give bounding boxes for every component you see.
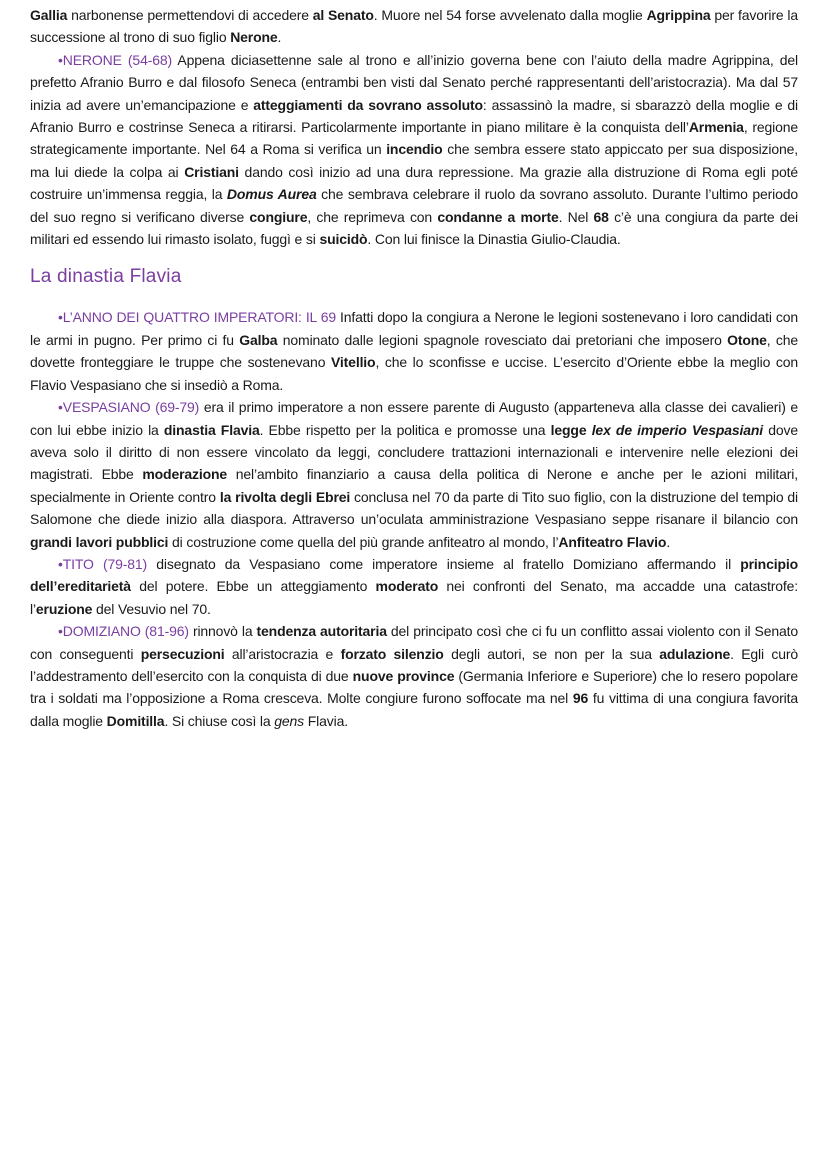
intro-paragraph — [30, 4, 798, 49]
emphasis-text: legge — [550, 421, 587, 438]
emphasis-text: Gallia — [30, 7, 68, 23]
emphasis-text: Nerone — [230, 29, 278, 46]
emphasis-text: persecuzioni — [140, 645, 225, 662]
emphasis-text: Vitellio — [331, 354, 376, 371]
emphasis-text: al Senato — [312, 7, 374, 23]
emphasis-text: Anfiteatro Flavio — [558, 533, 667, 550]
emphasis-text: la rivolta degli Ebrei — [219, 488, 351, 505]
bullet-icon: • — [58, 309, 63, 326]
emphasis-text: adulazione — [659, 645, 731, 662]
text-run: dando così inizio ad una dura repressione. Ma grazie alla distruzione di Roma egli poté costruire un’immensa reggia, la — [30, 163, 798, 203]
text-run: che sembra essere stato appiccato per sua disposizione, ma lui diede la colpa ai — [30, 141, 798, 180]
emphasis-text: Cristiani — [184, 163, 239, 180]
emphasis-text: incendio — [386, 141, 443, 158]
emphasis-text: condanne a morte — [437, 208, 559, 225]
text-run: , che reprimeva con — [307, 208, 438, 225]
text-run: per favorire la successione al trono di suo figlio — [30, 7, 798, 46]
text-run: , regione strategicamente importante. Nel 64 a Roma si verifica un — [30, 119, 799, 158]
emphasis-text: 96 — [572, 690, 589, 707]
text-run: . Muore nel 54 forse avvelenato dalla moglie — [373, 7, 647, 23]
vespasiano-paragraph — [30, 396, 798, 553]
emphasis-text: Galba — [239, 331, 278, 348]
bullet-icon: • — [58, 51, 63, 68]
domiziano-paragraph — [30, 620, 798, 732]
text-run: Infatti dopo la congiura a Nerone le legioni sostenevano i loro candidati con le armi in pugno. Per primo ci fu — [30, 309, 798, 348]
text-run: . Si chiuse così la — [164, 712, 275, 729]
text-run: . — [277, 29, 282, 46]
tito-paragraph — [30, 553, 798, 620]
vespasiano-text — [30, 399, 798, 549]
text-run: . Con lui finisce la Dinastia Giulio-Claudia. — [367, 231, 621, 248]
nerone-text — [30, 52, 798, 247]
quattro-imperatori-label: L’ANNO DEI QUATTRO IMPERATORI: IL 69 — [62, 309, 336, 326]
text-run: . Ebbe rispetto per la politica e promosse una — [259, 421, 551, 438]
section-title-dinastia-flavia: La dinastia Flavia — [30, 266, 182, 288]
emphasis-text: Agrippina — [646, 7, 711, 23]
text-run: all’aristocrazia e — [224, 645, 341, 662]
emphasis-text: Domus Aurea — [226, 186, 317, 203]
text-run: narbonense permettendovi di accedere — [67, 7, 313, 23]
emphasis-text: dinastia Flavia — [163, 421, 260, 438]
emphasis-text: congiure — [249, 208, 308, 225]
domiziano-label: DOMIZIANO (81-96) — [62, 623, 189, 640]
text-run: dove aveva solo il diritto di non essere vincolato da leggi, concludere trattazioni internazionali e intervenire nelle elezioni dei magistrati. Ebbe — [30, 421, 799, 483]
emphasis-text: principio dell’ereditarietà — [30, 555, 798, 595]
emphasis-text: atteggiamenti da sovrano assoluto — [253, 96, 483, 113]
emphasis-text: lex de imperio Vespasiani — [591, 421, 764, 438]
text-run: Flavia. — [304, 712, 348, 729]
emphasis-text: tendenza autoritaria — [256, 623, 387, 640]
emphasis-text: 68 — [593, 208, 609, 225]
text-run: conclusa nel 70 da parte di Tito suo figlio, con la distruzione del tempio di Salomone che diede inizio alla diaspora. Attraverso un’oculata amministrazione Vespasiano seppe risanare il bilancio con — [30, 488, 798, 528]
text-run: rinnovò la — [188, 623, 257, 640]
text-run: nei confronti del Senato, ma accadde una catastrofe: l’ — [30, 578, 799, 617]
text-run: . — [666, 533, 671, 550]
text-run: fu vittima di una congiura favorita dalla moglie — [30, 690, 798, 729]
text-run: nel’ambito finanziario a causa della politica di Nerone e anche per le azioni militari, specialmente in Oriente contro — [30, 466, 798, 505]
text-run: , che lo sconfisse e uccise. L’esercito d’Oriente ebbe la meglio con Flavio Vespasiano che si insediò a Roma. — [30, 354, 799, 393]
bullet-icon: • — [58, 623, 63, 640]
text-run: Appena diciasettenne sale al trono e all’inizio governa bene con l’aiuto della madre Agrippina, del prefetto Afranio Burro e dal filosofo Seneca (entrambi ben visti dal Senato perché rappresentanti dell’aristocrazia). Ma dal 57 inizia ad avere un’emancipazione e — [30, 51, 798, 113]
text-run: (Germania Inferiore e Superiore) che lo resero popolare tra i soldati ma l’opposizione a Roma cresceva. Molte congiure furono soffocate ma nel — [30, 667, 798, 707]
emphasis-text: grandi lavori pubblici — [30, 533, 169, 550]
emphasis-text: moderazione — [142, 466, 228, 483]
emphasis-text: moderato — [375, 578, 439, 595]
text-run: di costruzione come quella del più grande anfiteatro al mondo, l’ — [168, 533, 559, 550]
tito-label: TITO (79-81) — [62, 555, 148, 572]
bullet-icon: • — [58, 555, 63, 572]
bullet-icon: • — [58, 399, 63, 416]
text-run: degli autori, se non per la sua — [443, 645, 660, 662]
emphasis-text: eruzione — [35, 600, 93, 617]
text-run: che sembrava celebrare il ruolo da sovrano assoluto. Durante l’ultimo periodo del suo regno si verificano diverse — [30, 186, 798, 225]
document-page — [0, 4, 828, 1175]
emphasis-text: Domitilla — [106, 712, 165, 729]
text-run: del principato così che ci fu un conflitto assai violento con il Senato con conseguenti — [30, 623, 799, 662]
emphasis-text: Armenia — [688, 119, 744, 136]
emphasis-text: forzato silenzio — [340, 645, 444, 662]
nerone-label: NERONE (54-68) — [62, 51, 172, 68]
emphasis-text: Otone — [727, 331, 767, 348]
text-run: nominato dalle legioni spagnole rovesciato dai pretoriani che imposero — [277, 331, 728, 348]
text-run: c’è una congiura da parte dei militari ed essendo lui rimasto isolato, fuggì e si — [30, 208, 798, 248]
text-run: del potere. Ebbe un atteggiamento — [130, 578, 376, 595]
text-run: del Vesuvio nel 70. — [92, 600, 211, 617]
text-run: disegnato da Vespasiano come imperatore insieme al fratello Domiziano affermando il — [147, 555, 741, 572]
vespasiano-label: VESPASIANO (69-79) — [62, 399, 200, 416]
text-run: , che dovette fronteggiare le truppe che sostenevano — [30, 331, 798, 371]
quattro-imperatori-paragraph — [30, 306, 798, 396]
emphasis-text: gens — [274, 712, 305, 729]
text-run: era il primo imperatore a non essere parente di Augusto (apparteneva alla classe dei cavalieri) e con lui ebbe inizio la — [30, 399, 798, 438]
text-run: : assassinò la madre, si sbarazzò della moglie e di Afranio Burro e costrinse Seneca a ritirarsi. Particolarmente importante in piano militare è la conquista dell’ — [30, 96, 798, 136]
text-run: . Nel — [558, 208, 594, 225]
emphasis-text: suicidò — [319, 231, 368, 248]
nerone-paragraph — [30, 49, 798, 251]
emphasis-text: nuove province — [352, 667, 455, 684]
text-run: . Egli curò l’addestramento dell’esercito con la conquista di due — [30, 645, 798, 684]
